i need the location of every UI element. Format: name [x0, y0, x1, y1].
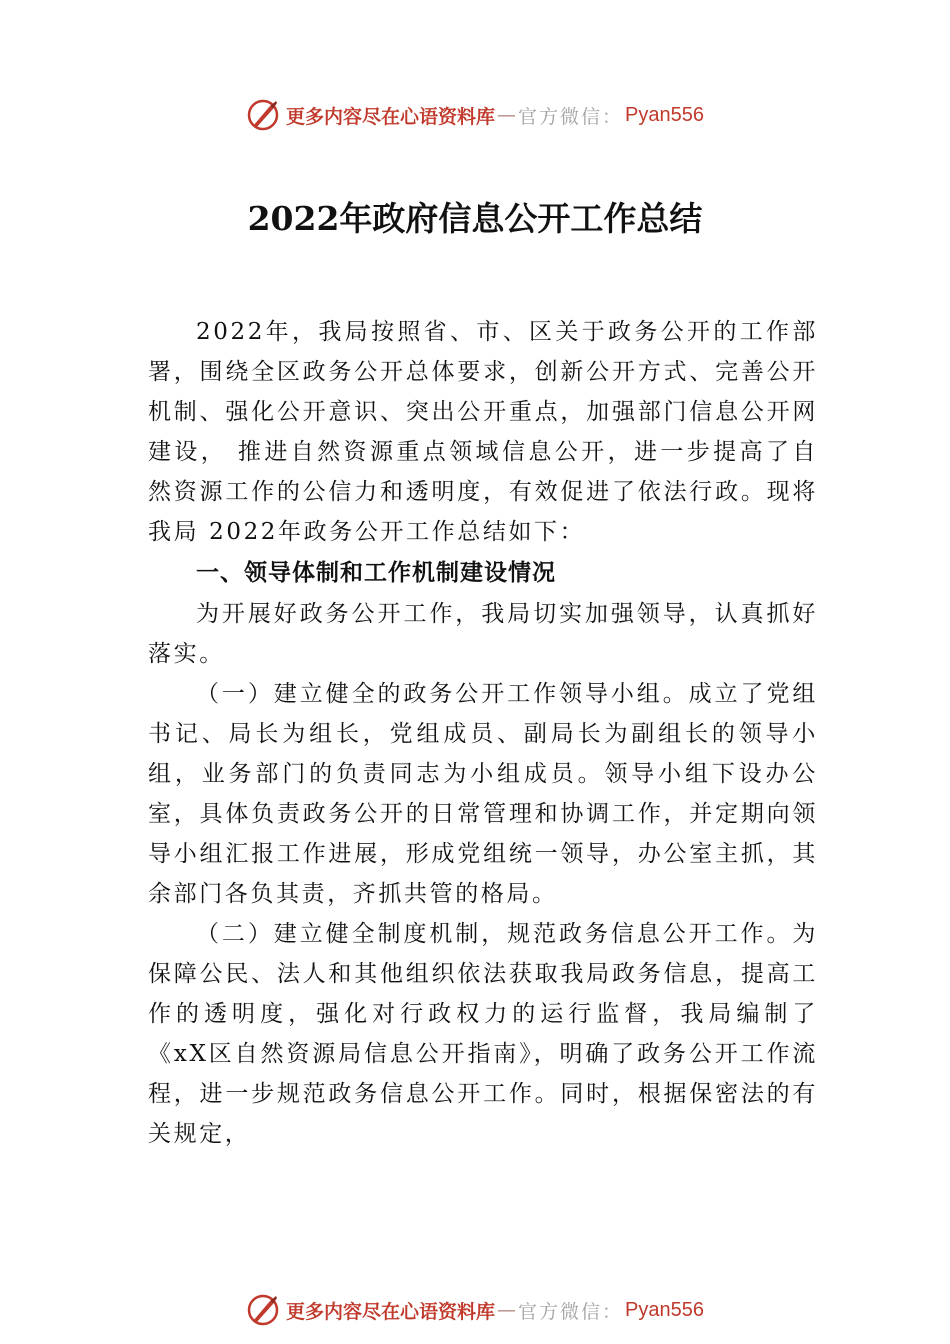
watermark-banner-top	[0, 95, 950, 135]
quill-pen-icon	[246, 1293, 280, 1327]
section-heading: 一、领导体制和工作机制建设情况	[196, 560, 556, 586]
section-paragraph-2: （一）建立健全的政务公开工作领导小组。成立了党组书记、局长为组长，党组成员、副局长为副组长的领导小组，业务部门的负责同志为小组成员。领导小组下设办公室，具体负责政务公开的日常管理和协调工作，并定期向领导小组汇报工作进展，形成党组统一领导，办公室主抓，其余部门各负其责，齐抓共管的格局。	[148, 681, 818, 907]
watermark-brand: 更多内容尽在心语资料库	[286, 105, 496, 128]
watermark-official-label: 官方微信：	[518, 1300, 624, 1323]
section-paragraph-3: （二）建立健全制度机制，规范政务信息公开工作。为保障公民、法人和其他组织依法获取我局政务信息，提高工作的透明度，强化对行政权力的运行监督，我局编制了《xX区自然资源局信息公开指南》，明确了政务公开工作流程，进一步规范政务信息公开工作。同时，根据保密法的有关规定，	[148, 921, 818, 1147]
watermark-wechat-id: Pyan556	[625, 1298, 704, 1321]
watermark-official-label: 官方微信：	[518, 105, 624, 128]
document-body	[148, 312, 818, 1154]
watermark-separator: —	[497, 1299, 517, 1321]
watermark-banner-bottom	[0, 1290, 950, 1330]
watermark-wechat-id: Pyan556	[625, 103, 704, 126]
section-paragraph-1: 为开展好政务公开工作，我局切实加强领导，认真抓好落实。	[148, 601, 818, 667]
intro-paragraph: 2022年，我局按照省、市、区关于政务公开的工作部署，围绕全区政务公开总体要求，创新公开方式、完善公开机制、强化公开意识、突出公开重点，加强部门信息公开网建设， 推进自然资源重点领域信息公开，进一步提高了自然资源工作的公信力和透明度，有效促进了依法行政。现将我局 2022年政务公开工作总结如下：	[148, 319, 818, 545]
watermark-separator: —	[497, 104, 517, 126]
document-title: 2022年政府信息公开工作总结	[247, 199, 703, 238]
quill-pen-icon	[246, 98, 280, 132]
watermark-brand: 更多内容尽在心语资料库	[286, 1300, 496, 1323]
